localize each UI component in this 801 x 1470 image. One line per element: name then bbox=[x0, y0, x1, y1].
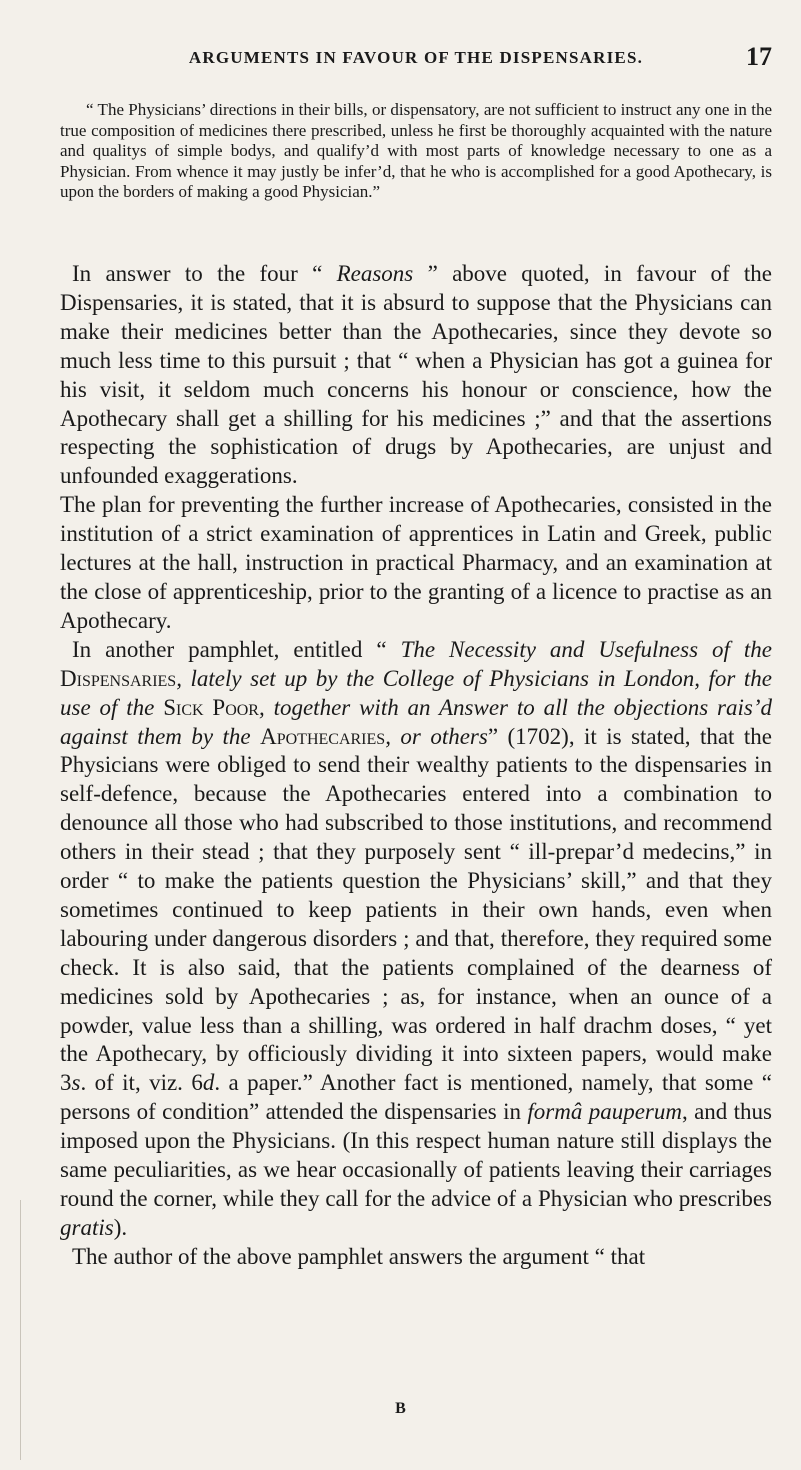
p3-text-g: ). bbox=[113, 1214, 128, 1240]
p3-title-7: , or others bbox=[385, 723, 488, 749]
paragraph-1 bbox=[60, 260, 772, 491]
p3-text-b: ” (1702), it is stated, that the Physicians were obliged to send their wealthy patients to the dispensaries in self-defence, because the Apothecaries entered into a combination to denounce all those who had subscribed to those institutions, and recommend others in their stead ; that they purposely sent “ ill-prepar’d medecins,” in order “ to make the patients question the Physicians’ skill,” and that they sometimes continued to keep patients in their own hands, even when labouring under dangerous disorders ; and that, therefore, they required some check. It is also said, that the patients complained of the dearness of medicines sold by Apothecaries ; as, for instance, when an ounce of a powder, value less than a shilling, was ordered in half drachm doses, “ yet the Apothecary, by officiously dividing it into sixteen papers, would make 3 bbox=[60, 723, 773, 1096]
p3-title-2: Dispensaries bbox=[60, 665, 177, 691]
running-title: ARGUMENTS IN FAVOUR OF THE DISPENSARIES. bbox=[188, 48, 644, 67]
running-header bbox=[60, 42, 772, 80]
p3-pence-d: d bbox=[202, 1070, 215, 1096]
page-number: 17 bbox=[746, 42, 772, 71]
p3-text-c: . of it, viz. 6 bbox=[80, 1070, 203, 1096]
p3-text-a: In another pamphlet, entitled “ bbox=[72, 636, 401, 662]
p3-gratis: gratis bbox=[60, 1214, 114, 1240]
p3-text-e: . a paper.” Another fact is mentioned, namely, that some “ persons of condition” attended the dispensaries in bbox=[60, 1070, 772, 1125]
p1-text-a: In answer to the four “ bbox=[72, 261, 337, 286]
p3-title-5: , together with an Answer to all the objections rais’d against them by the bbox=[60, 694, 772, 749]
block-quote: “ The Physicians’ directions in their bills, or dispensatory, are not sufficient to instruct any one in the true composition of medicines there prescribed, unless he first be thoroughly acquainted with the nature and qualitys of simple bodys, and qualify’d with most parts of knowledge necessary to one as a Physician. From whence it may justly be infer’d, that he who is accomplished for a good Apothecary, is upon the borders of making a good Physician.” bbox=[60, 100, 772, 201]
p1-reasons: Reasons bbox=[336, 261, 414, 286]
p1-text-b: ” above quoted, in favour of the Dispensaries, it is stated, that it is absurd to suppose that the Physicians can make their medicines better than the Apothecaries, since they devote so much less time to this pursuit ; that “ when a Physician has got a guinea for his visit, it seldom much concerns his honour or conscience, how the Apothecary shall get a shilling for his medicines ;” and that the assertions respecting the sophistication of drugs by Apothecaries, are unjust and unfounded exaggerations. bbox=[60, 261, 772, 489]
p3-text-f: , and thus imposed upon the Physicians. (In this respect human nature still displays the same peculiarities, as we hear occasionally of patients leaving their carriages round the corner, while they call for the advice of a Physician who prescribes bbox=[60, 1099, 772, 1211]
p3-title-6: Apothecaries bbox=[260, 723, 386, 749]
paragraph-2: The plan for preventing the further increase of Apothecaries, consisted in the institution of a strict examination of apprentices in Latin and Greek, public lectures at the hall, instruction in practical Pharmacy, and an examination at the close of apprenticeship, prior to the granting of a licence to practise as an Apothecary. bbox=[60, 492, 772, 633]
page-edge-line bbox=[20, 1200, 21, 1460]
p3-shilling-s: s bbox=[71, 1070, 81, 1096]
p3-title-1: The Necessity and Usefulness of the bbox=[400, 636, 772, 662]
body-text bbox=[60, 260, 772, 1272]
paragraph-3 bbox=[60, 636, 772, 1243]
p3-title-3: , lately set up by the College of Physicians in London, for the use of the bbox=[60, 665, 772, 720]
p3-forma-pauperum: formâ pauperum bbox=[527, 1099, 682, 1125]
signature-mark: B bbox=[395, 1400, 406, 1417]
p3-title-4: Sick Poor bbox=[163, 694, 259, 720]
paragraph-4: The author of the above pamphlet answers the argument “ that bbox=[72, 1243, 646, 1269]
